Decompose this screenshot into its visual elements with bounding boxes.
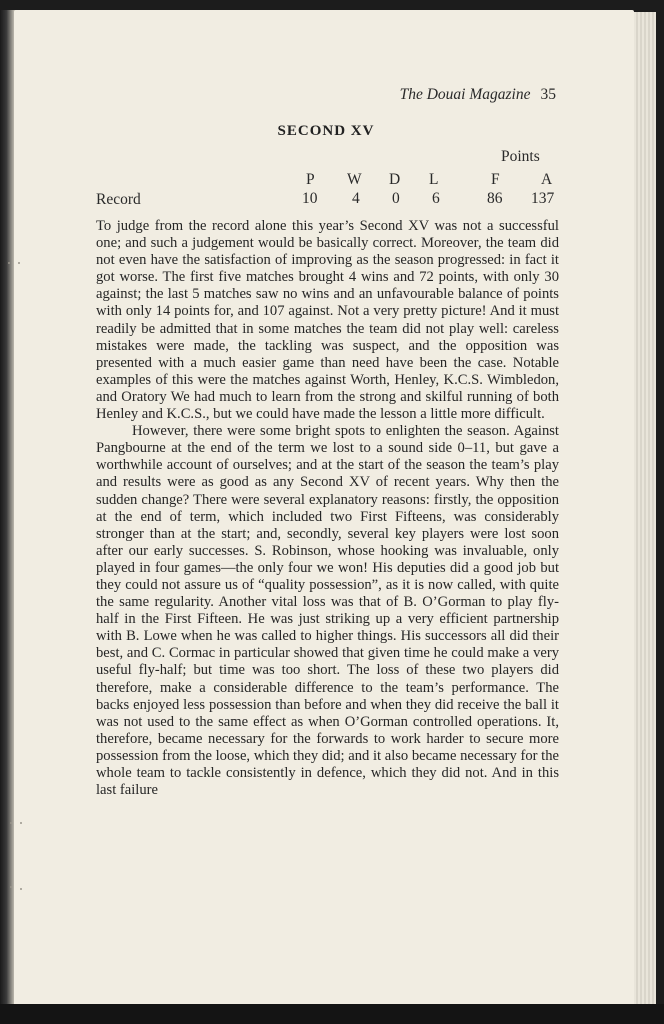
margin-mark <box>20 822 22 824</box>
col-header-a: A <box>541 171 553 188</box>
section-title: SECOND XV <box>277 123 375 139</box>
record-value-p: 10 <box>302 190 318 207</box>
margin-mark <box>10 886 12 888</box>
page-stack-edge <box>634 12 656 1004</box>
margin-mark <box>10 822 12 824</box>
col-header-l: L <box>429 171 439 188</box>
record-row-label: Record <box>96 191 141 208</box>
record-value-w: 4 <box>352 190 360 207</box>
record-value-a: 137 <box>531 190 555 207</box>
article-body <box>96 218 559 799</box>
col-header-f: F <box>491 171 500 188</box>
page-number: 35 <box>540 86 556 103</box>
margin-mark <box>8 262 10 264</box>
record-value-d: 0 <box>392 190 400 207</box>
paragraph: To judge from the record alone this year’s Second XV was not a successful one; and such a judgement would be basically correct. Moreover, the team did not even have the satisfaction of improving as the season progressed: in fact it got worse. The first five matches brought 4 wins and 72 points, with only 30 against; the last 5 matches saw no wins and an unfavourable balance of points with only 14 points for, and 107 against. Not a very pretty picture! And it must readily be admitted that in some matches the team did not play well: careless mistakes were made, the tackling was suspect, and the opposition was presented with a much easier game than need have been the case. Notable examples of this were the matches against Worth, Henley, K.C.S. Wimbledon, and Oratory We had much to learn from the strong and skilful running of both Henley and K.C.S., but we could have made the lesson a little more difficult. <box>96 218 559 423</box>
bottom-shadow <box>0 1004 664 1024</box>
record-value-f: 86 <box>487 190 503 207</box>
col-header-p: P <box>306 171 315 188</box>
col-header-d: D <box>389 171 401 188</box>
points-header: Points <box>501 148 540 165</box>
margin-mark <box>20 888 22 890</box>
record-value-l: 6 <box>432 190 440 207</box>
paragraph: However, there were some bright spots to enlighten the season. Against Pangbourne at the end of the term we lost to a sound side 0–11, but gave a worthwhile account of ourselves; and at the start of the season the team’s play and results were as good as any Second XV of recent years. Why then the sudden change? There were several explanatory reasons: firstly, the opposition at the end of term, which included two First Fifteens, was considerably stronger than at the start; and, secondly, several key players were lost soon after our early successes. S. Robinson, whose hooking was invaluable, only played in four games—the only four we won! His deputies did a good job but they could not assure us of “quality possession”, as it is now called, with quite the same regularity. Another vital loss was that of B. O’Gorman to play fly-half in the First Fifteen. He was just striking up a very efficient partnership with B. Lowe when he was called to higher things. His successors all did their best, and C. Cormac in particular showed that given time he could make a very useful fly-half; but time was too short. The loss of these two players did therefore, make a considerable difference to the team’s performance. The backs enjoyed less possession than before and when they did receive the ball it was not used to the same effect as when O’Gorman controlled operations. It, therefore, became necessary for the forwards to work harder to secure more possession from the loose, which they did; and it also became necessary for the whole team to tackle consistently in defence, which they did not. And in this last failure <box>96 423 559 799</box>
col-header-w: W <box>347 171 362 188</box>
magazine-title: The Douai Magazine <box>399 86 531 103</box>
margin-mark <box>18 262 20 264</box>
running-header <box>96 86 556 104</box>
